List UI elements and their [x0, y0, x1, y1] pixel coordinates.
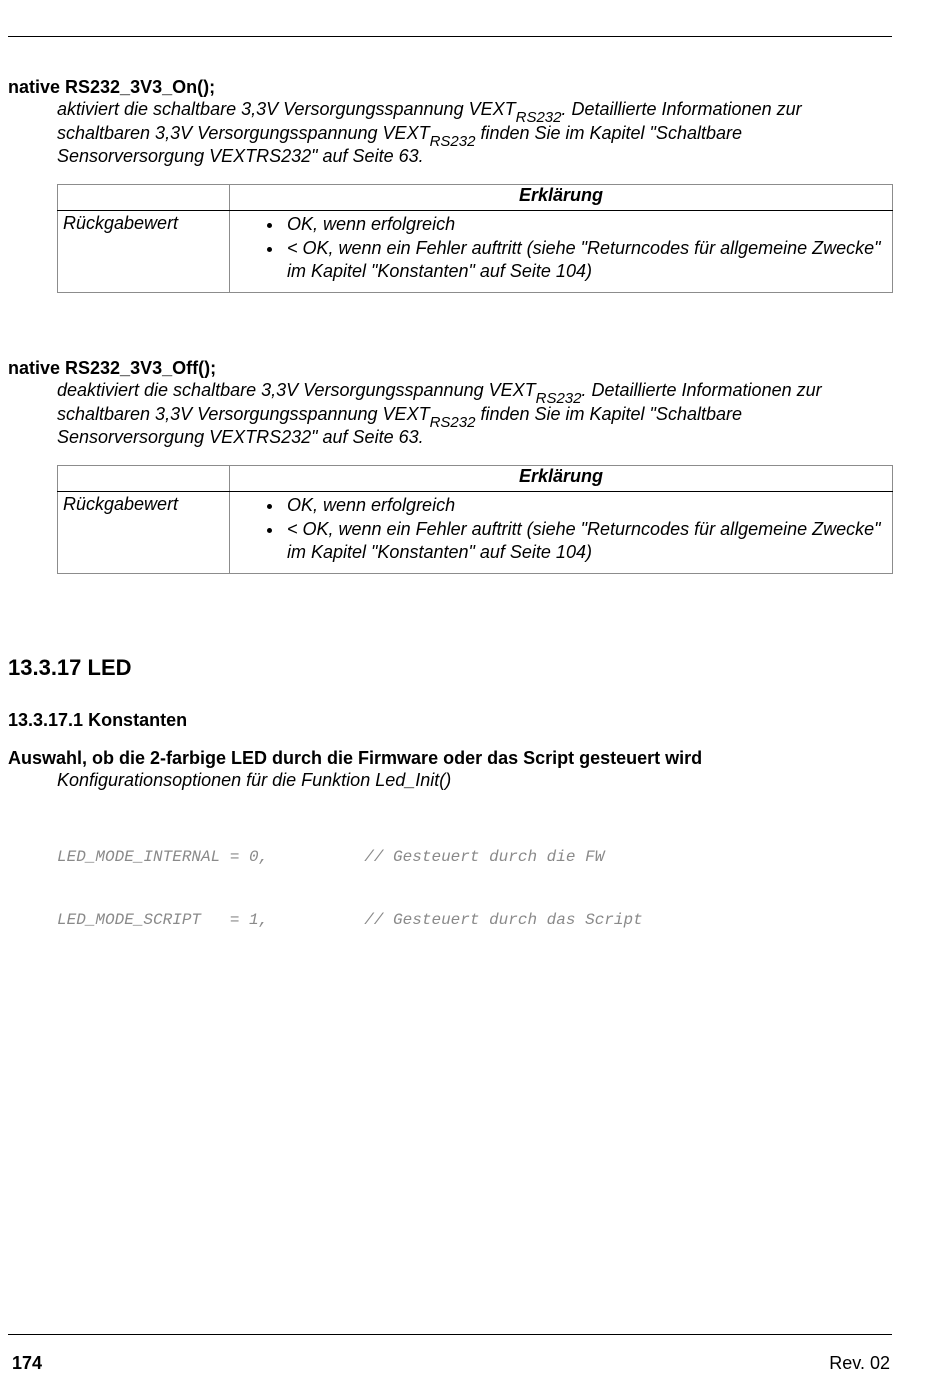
function-title-rs232-off: native RS232_3V3_Off();	[8, 358, 217, 378]
constant-group-title: Auswahl, ob die 2-farbige LED durch die Firmware oder das Script gesteuert wird	[8, 748, 703, 768]
code-line: LED_MODE_INTERNAL = 0, // Gesteuert durch die FW	[57, 848, 605, 866]
function-description-rs232-off: deaktiviert die schaltbare 3,3V Versorgungsspannung $VEXT_{RS232}$. Detaillierte Informationen zur schaltbaren 3,3V Versorgungsspannung $VEXT_{RS232}$ finden Sie im Kapitel "Schaltbare Sensorversorgung VEXTRS232" auf Seite 63.	[57, 380, 822, 447]
list-item: OK, wenn erfolgreich	[287, 213, 888, 237]
revision-label: Rev. 02	[829, 1353, 890, 1373]
return-value-table-rs232-on	[57, 184, 893, 293]
footer-rule	[8, 1334, 892, 1335]
page-number: 174	[12, 1353, 43, 1373]
table-header-explanation: Erklärung	[230, 185, 893, 211]
function-title-rs232-on: native RS232_3V3_On();	[8, 77, 216, 97]
header-rule	[8, 36, 892, 37]
code-line: LED_MODE_SCRIPT = 1, // Gesteuert durch das Script	[57, 911, 643, 929]
return-value-table-rs232-off	[57, 465, 893, 574]
code-block	[57, 805, 643, 952]
function-description-rs232-on: aktiviert die schaltbare 3,3V Versorgungsspannung $VEXT_{RS232}$. Detaillierte Informationen zur schaltbaren 3,3V Versorgungsspannung $VEXT_{RS232}$ finden Sie im Kapitel "Schaltbare Sensorversorgung VEXTRS232" auf Seite 63.	[57, 99, 802, 166]
list-item: OK, wenn erfolgreich	[287, 494, 888, 518]
return-value-label: Rückgabewert	[58, 492, 230, 574]
return-value-list	[230, 211, 893, 293]
subsection-heading-constants: 13.3.17.1 Konstanten	[8, 710, 188, 730]
constant-group-description: Konfigurationsoptionen für die Funktion Led_Init()	[57, 770, 452, 790]
section-heading-led: 13.3.17 LED	[8, 655, 132, 680]
list-item: < OK, wenn ein Fehler auftritt (siehe "Returncodes für allgemeine Zwecke" im Kapitel "Konstanten" auf Seite 104)	[287, 518, 888, 565]
return-value-label: Rückgabewert	[58, 211, 230, 293]
table-header-explanation: Erklärung	[230, 466, 893, 492]
list-item: < OK, wenn ein Fehler auftritt (siehe "Returncodes für allgemeine Zwecke" im Kapitel "Konstanten" auf Seite 104)	[287, 237, 888, 284]
return-value-list	[230, 492, 893, 574]
